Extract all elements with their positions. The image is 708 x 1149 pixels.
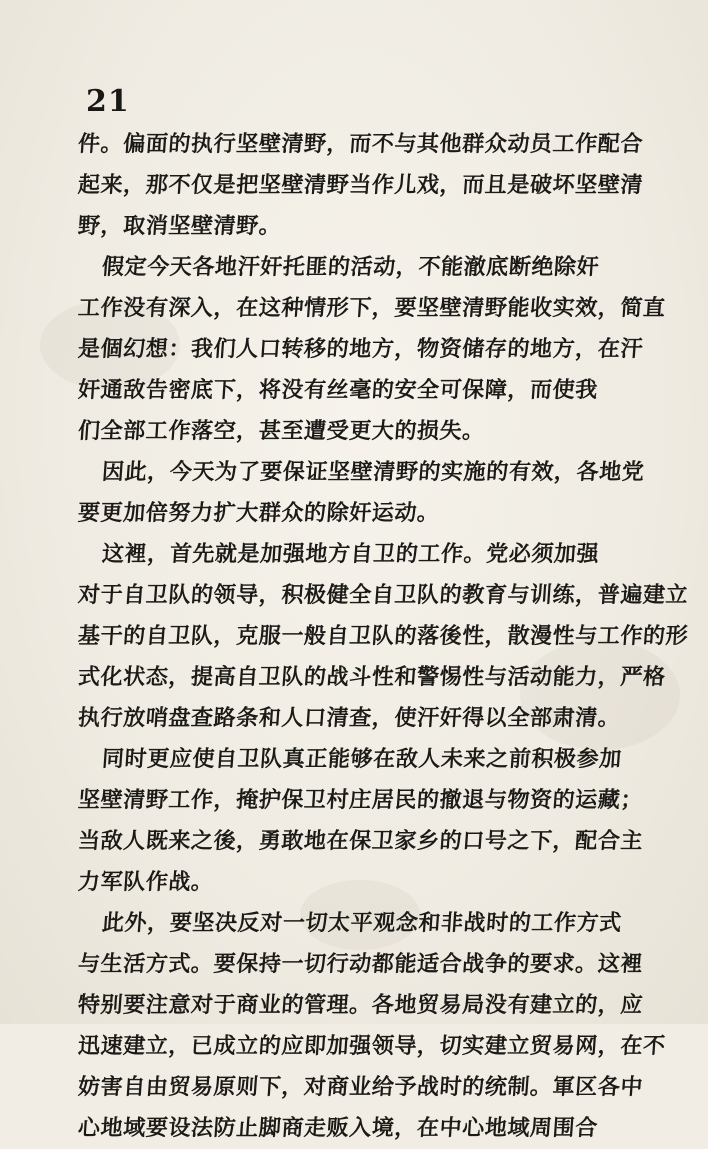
text-line: 们全部工作落空，甚至遭受更大的损失。: [77, 419, 486, 444]
text-line: 力军队作战。: [77, 870, 215, 895]
text-line: 因此，今天为了要保证坚壁清野的实施的有效，各地党: [101, 460, 646, 485]
text-line: 件。偏面的执行坚壁清野，而不与其他群众动员工作配合: [77, 132, 644, 157]
text-line: 奸通敌告密底下，将没有丝毫的安全可保障，而使我: [77, 378, 599, 403]
text-line: 心地域要设法防止脚商走贩入境，在中心地域周围合: [77, 1116, 599, 1141]
text-line: 特别要注意对于商业的管理。各地贸易局没有建立的，应: [77, 993, 644, 1018]
text-line: 迅速建立，已成立的应即加强领导，切实建立贸易网，在不: [77, 1034, 667, 1059]
text-line: 执行放哨盘查路条和人口清查，使汗奸得以全部肃清。: [77, 706, 622, 731]
text-line: 妨害自由贸易原则下，对商业给予战时的统制。軍区各中: [77, 1075, 644, 1100]
text-line: 基干的自卫队，克服一般自卫队的落後性，散漫性与工作的形: [77, 624, 690, 649]
text-line: 假定今天各地汗奸托匪的活动，不能澈底断绝除奸: [101, 255, 601, 280]
text-line: 此外，要坚决反对一切太平观念和非战时的工作方式: [101, 911, 623, 936]
text-line: 对于自卫队的领导，积极健全自卫队的教育与训练，普遍建立: [77, 583, 690, 608]
text-line: 坚壁清野工作，掩护保卫村庄居民的撤退与物资的运藏；: [77, 788, 644, 813]
text-line: 这裡，首先就是加强地方自卫的工作。党必须加强: [101, 542, 601, 567]
page-number: 21: [86, 84, 130, 119]
body-text: [77, 124, 690, 1149]
text-line: 要更加倍努力扩大群众的除奸运动。: [77, 501, 441, 526]
text-line: 与生活方式。要保持一切行动都能适合战争的要求。这裡: [77, 952, 644, 977]
text-line: 当敌人既来之後，勇敢地在保卫家乡的口号之下，配合主: [77, 829, 644, 854]
text-line: 野，取消坚壁清野。: [77, 214, 283, 239]
text-line: 同时更应使自卫队真正能够在敌人未来之前积极参加: [101, 747, 623, 772]
text-line: 工作没有深入，在这种情形下，要坚壁清野能收实效，简直: [77, 296, 667, 321]
text-line: 式化状态，提高自卫队的战斗性和警惕性与活动能力，严格: [77, 665, 667, 690]
text-line: 是個幻想：我们人口转移的地方，物资储存的地方，在汗: [77, 337, 644, 362]
text-line: 起来，那不仅是把坚壁清野当作儿戏，而且是破坏坚壁清: [77, 173, 644, 198]
